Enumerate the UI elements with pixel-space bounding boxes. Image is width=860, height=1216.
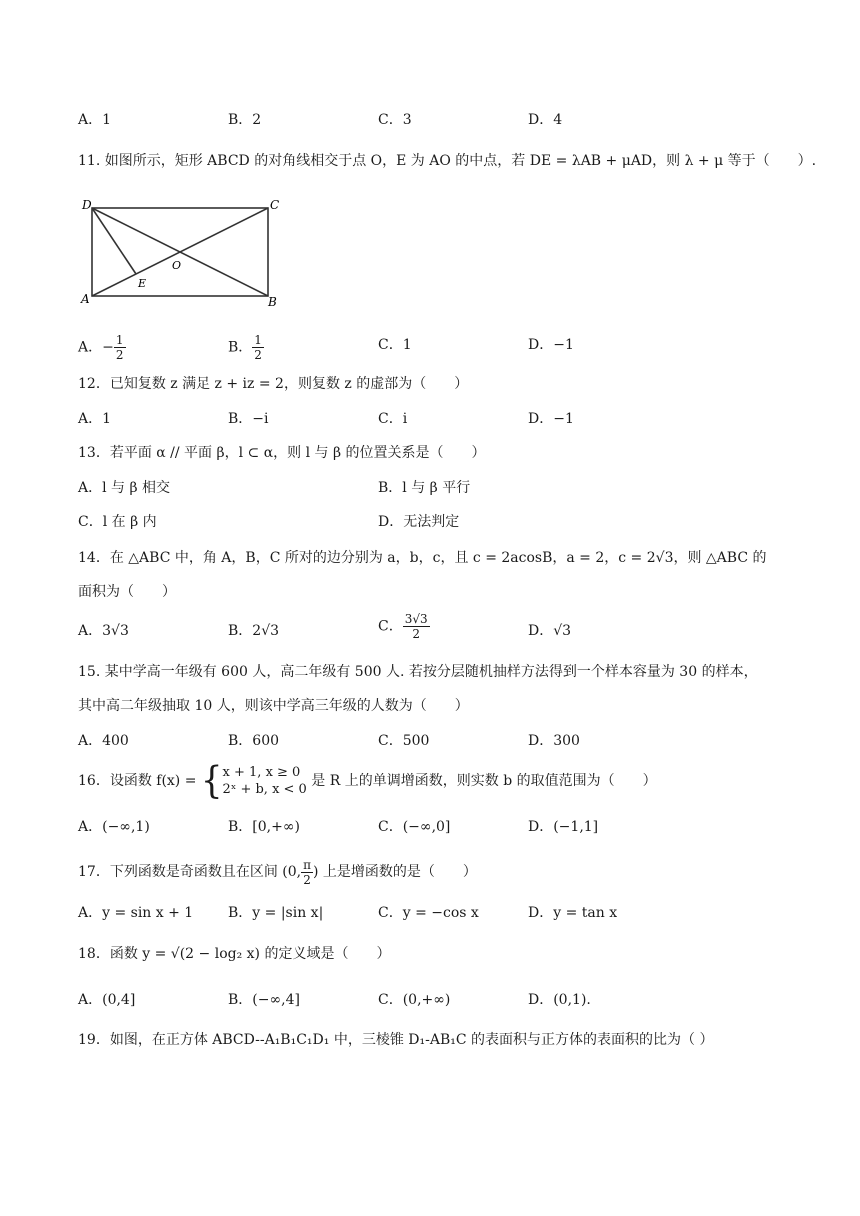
q18-stem: 18．函数 y = √(2 − log₂ x) 的定义域是（ ） [78, 946, 391, 962]
q12-option-d: D．−1 [528, 411, 574, 427]
q11-option-a-fraction: $\frac{1}{2}$ [115, 333, 124, 362]
q12-option-c: C．i [378, 411, 408, 427]
q17-stem: 17．下列函数是奇函数且在区间 (0, $\frac{\pi}{2}$ ) 上是增函数的是（ ） [78, 857, 477, 887]
q14-option-c: C． $\frac{3√3}{2}$ [378, 612, 428, 641]
q11-option-b: B． $\frac{1}{2}$ [228, 333, 262, 362]
q10-option-b: B．2 [228, 112, 262, 128]
q11-option-b-fraction: $\frac{1}{2}$ [254, 333, 262, 362]
label-o: O [172, 259, 182, 272]
q11-option-d: D．−1 [528, 337, 574, 353]
q18-option-a: A．(0,4] [78, 992, 136, 1008]
q15-option-c: C．500 [378, 733, 430, 749]
q15-stem-line1: 15. 某中学高一年级有 600 人，高二年级有 500 人. 若按分层随机抽样方法得到一个样本容量为 30 的样本， [78, 664, 758, 680]
q15-option-d: D．300 [528, 733, 580, 749]
q11-option-a: A．− $\frac{1}{2}$ [78, 333, 124, 362]
q13-option-b: B．l 与 β 平行 [378, 480, 471, 496]
q11-stem: 11. 如图所示，矩形 ABCD 的对角线相交于点 O，E 为 AO 的中点，若 DE = λAB + μAD，则 λ + μ 等于（ ）. [78, 153, 817, 169]
q10-option-a: A．1 [78, 112, 112, 128]
q18-option-d: D．(0,1). [528, 992, 591, 1008]
q19-stem: 19．如图，在正方体 ABCD--A₁B₁C₁D₁ 中，三棱锥 D₁-AB₁C 的表面积与正方体的表面积的比为（ ） [78, 1032, 714, 1048]
q15-option-b: B．600 [228, 733, 280, 749]
q13-stem: 13．若平面 α // 平面 β，l ⊂ α，则 l 与 β 的位置关系是（ ） [78, 445, 486, 461]
label-b: B [268, 295, 277, 309]
q12-stem: 12．已知复数 z 满足 z + iz = 2，则复数 z 的虚部为（ ） [78, 376, 469, 392]
q13-option-a: A．l 与 β 相交 [78, 480, 171, 496]
q11-option-c: C．1 [378, 337, 412, 353]
q14-option-a: A．3√3 [78, 623, 129, 639]
q10-option-c: C．3 [378, 112, 412, 128]
q10-option-d: D．4 [528, 112, 563, 128]
q15-stem-line2: 其中高二年级抽取 10 人，则该中学高三年级的人数为（ ） [78, 698, 469, 714]
piecewise-brace: { [200, 759, 223, 803]
q14-option-c-fraction: $\frac{3√3}{2}$ [404, 612, 428, 641]
pi-over-2-fraction: $\frac{\pi}{2}$ [303, 857, 311, 887]
q16-option-a: A．(−∞,1) [78, 819, 150, 835]
q16-stem: 16．设函数 f(x) = { x + 1, x ≥ 0 2ˣ + b, x < 0 是 R 上的单调增函数，则实数 b 的取值范围为（ ） [78, 759, 657, 803]
q17-option-b: B．y = |sin x| [228, 905, 324, 921]
q18-option-b: B．(−∞,4] [228, 992, 300, 1008]
label-c: C [270, 198, 280, 212]
rectangle-figure [78, 196, 288, 311]
q14-option-b: B．2√3 [228, 623, 280, 639]
q17-option-c: C．y = −cos x [378, 905, 479, 921]
q14-option-d: D．√3 [528, 623, 572, 639]
q18-option-c: C．(0,+∞) [378, 992, 451, 1008]
label-e: E [138, 277, 147, 290]
label-d: D [82, 198, 92, 212]
q13-option-d: D．无法判定 [378, 514, 460, 530]
q12-option-a: A．1 [78, 411, 112, 427]
q12-option-b: B．−i [228, 411, 269, 427]
q16-option-d: D．(−1,1] [528, 819, 599, 835]
label-a: A [81, 292, 90, 306]
q14-stem-line2: 面积为（ ） [78, 584, 176, 600]
q14-stem-line1: 14．在 △ABC 中，角 A，B，C 所对的边分别为 a，b，c，且 c = 2acosB，a = 2，c = 2√3，则 △ABC 的 [78, 550, 767, 566]
q17-option-d: D．y = tan x [528, 905, 618, 921]
piecewise-cases: x + 1, x ≥ 0 2ˣ + b, x < 0 [222, 765, 307, 797]
q16-option-c: C．(−∞,0] [378, 819, 451, 835]
q13-option-c: C．l 在 β 内 [78, 514, 157, 530]
q15-option-a: A．400 [78, 733, 129, 749]
q17-option-a: A．y = sin x + 1 [78, 905, 194, 921]
q16-option-b: B．[0,+∞) [228, 819, 300, 835]
